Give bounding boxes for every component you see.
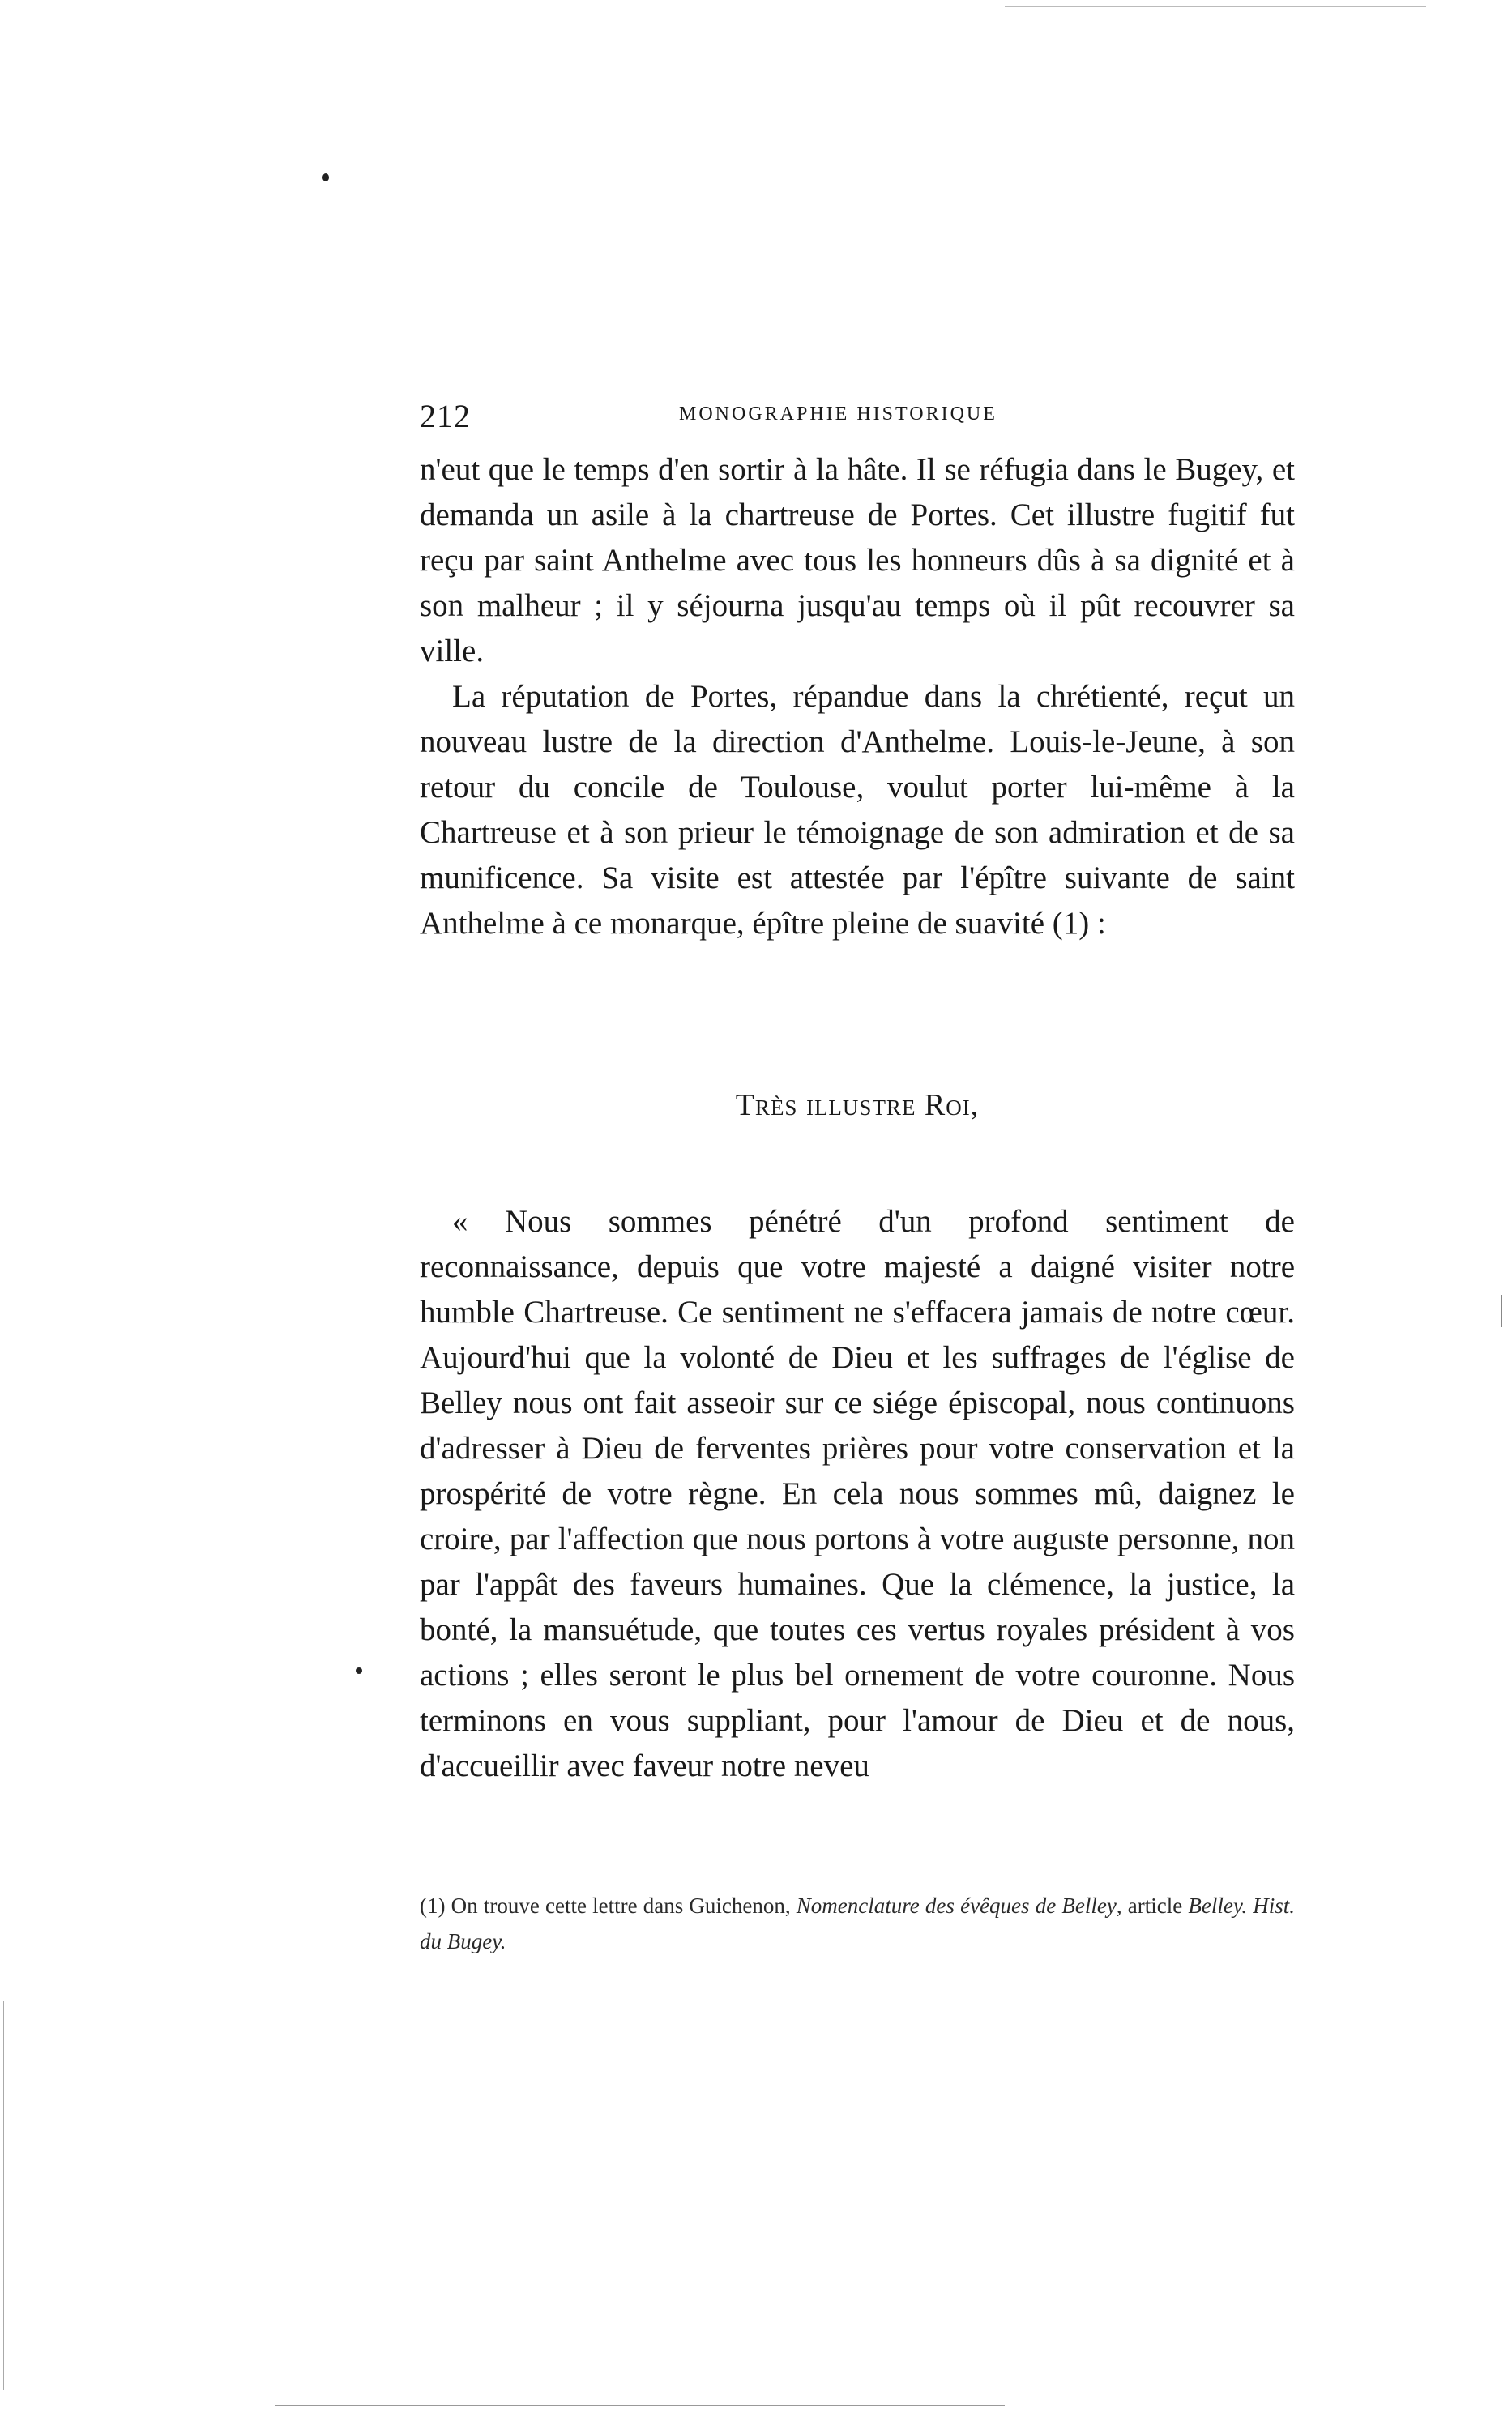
letter-salutation: Très illustre Roi, [735,1088,980,1122]
scan-artifact-line [1005,6,1426,7]
paragraph: La réputation de Portes, répandue dans la chrétienté, reçut un nouveau lustre de la direction d'Anthelme. Louis-le-Jeune, à son retour du concile de Toulouse, voulut porter lui-même à la Chartreuse et à son prieur le témoignage de son admiration et de sa munificence. Sa visite est attestée par l'épître suivante de saint Anthelme à ce monarque, épître pleine de suavité (1) : [420,679,1295,941]
letter-text [420,1199,1295,1789]
footnote-title: Belley. Hist. du Bugey. [420,1894,1295,1953]
footnote-title: Nomenclature des évêques de Belley [796,1894,1117,1918]
footnote-text: On trouve cette lettre dans Guichenon, [451,1894,791,1918]
footnote [420,1888,1295,1959]
body-text [420,447,1295,946]
scan-artifact-line [1501,1295,1502,1327]
paragraph: n'eut que le temps d'en sortir à la hâte. Il se réfugia dans le Bugey, et demanda un asile à la chartreuse de Portes. Cet illustre fugitif fut reçu par saint Anthelme avec tous les honneurs dûs à sa dignité et à son malheur ; il y séjourna jusqu'au temps où il pût recouvrer sa ville. [420,452,1295,668]
footnote-text: , article [1116,1894,1183,1918]
scan-artifact-line [3,2001,4,2390]
ink-speck [356,1667,362,1674]
page-number: 212 [420,398,471,434]
paragraph: « Nous sommes pénétré d'un profond sentiment de reconnaissance, depuis que votre majesté a daigné visiter notre humble Chartreuse. Ce sentiment ne s'effacera jamais de notre cœur. Aujourd'hui que la volonté de Dieu et les suffrages de l'église de Belley nous ont fait asseoir sur ce siége épiscopal, nous continuons d'adresser à Dieu de ferventes prières pour votre conservation et la prospérité de votre règne. En cela nous sommes mû, daignez le croire, par l'affection que nous portons à votre auguste personne, non par l'appât des faveurs humaines. Que la clémence, la justice, la bonté, la mansuétude, que toutes ces vertus royales président à vos actions ; elles seront le plus bel ornement de votre couronne. Nous terminons en vous suppliant, pour l'amour de Dieu et de nous, d'accueillir avec faveur notre neveu [420,1204,1295,1783]
ink-speck [322,173,329,181]
footnote-marker: (1) [420,1894,446,1918]
running-head: MONOGRAPHIE HISTORIQUE [679,404,997,425]
scan-artifact-line [275,2405,1005,2406]
page-header [420,397,1295,438]
